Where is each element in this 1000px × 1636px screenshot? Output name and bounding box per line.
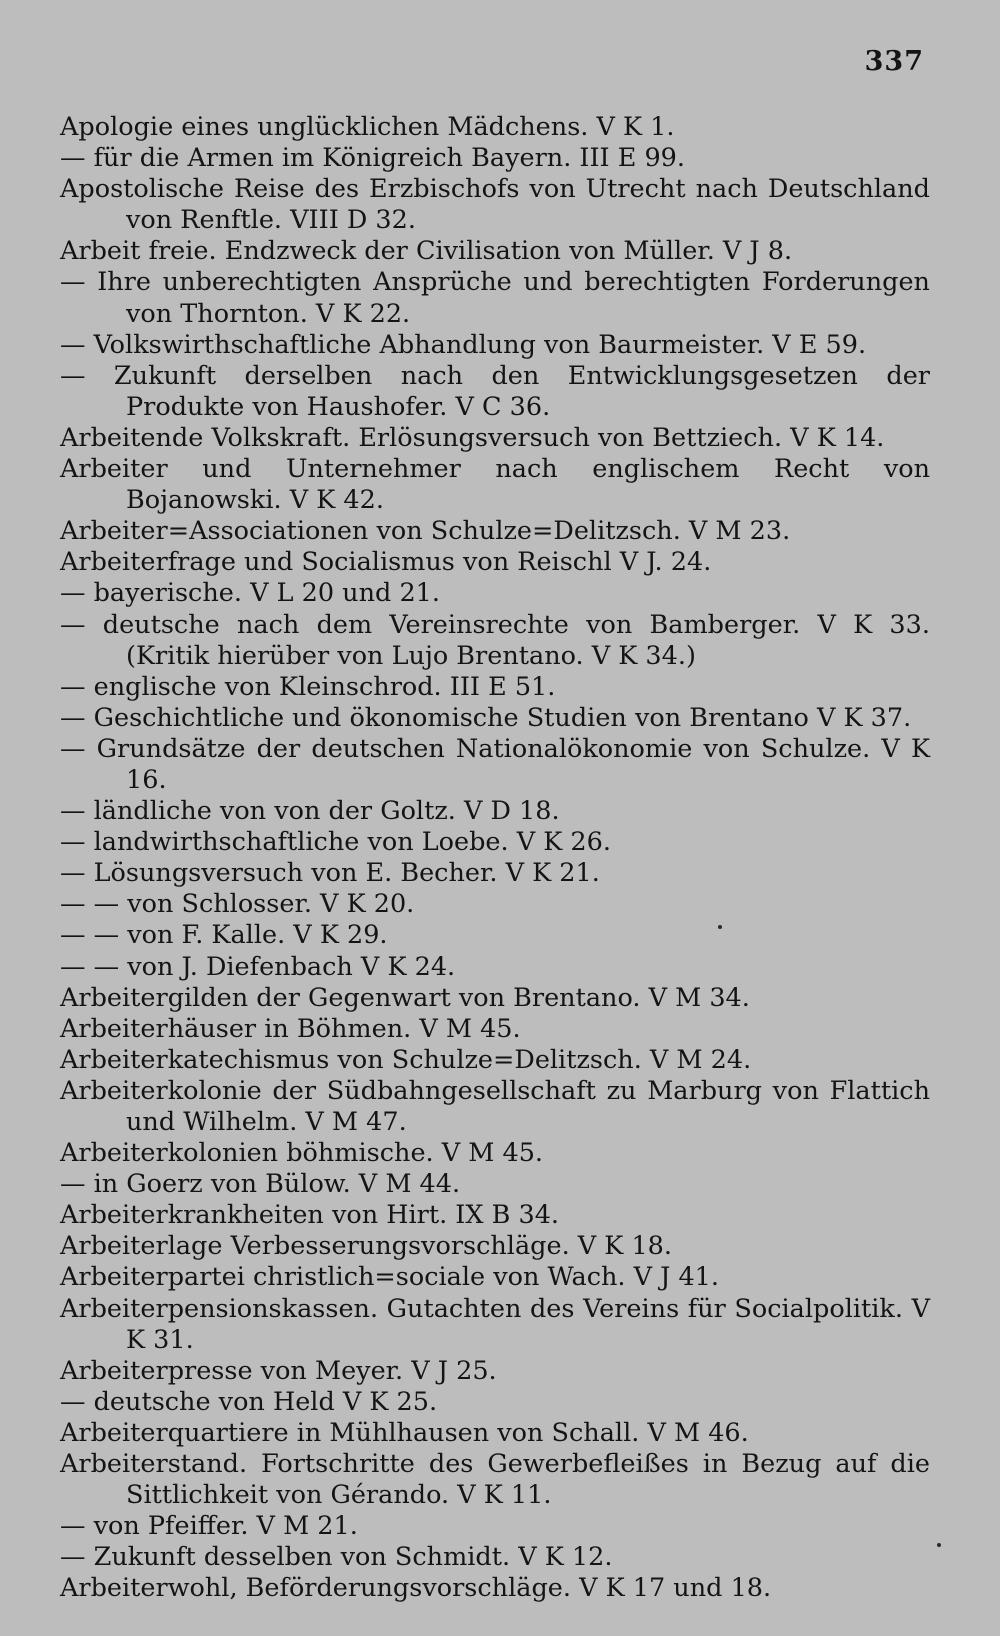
print-speck — [937, 1543, 941, 1547]
index-entry: — englische von Kleinschrod. III E 51. — [60, 671, 556, 702]
index-entry-list — [60, 112, 930, 1605]
index-entry: Arbeiter und Unternehmer nach englischem Recht von Bojanowski. V K 42. — [60, 454, 930, 516]
index-entry: Arbeiterkrankheiten von Hirt. IX B 34. — [60, 1200, 560, 1231]
print-speck — [718, 925, 722, 929]
index-entry: — Grundsätze der deutschen Nationalökonomie von Schulze. V K 16. — [60, 733, 930, 795]
index-entry: Arbeitende Volkskraft. Erlösungsversuch von Bettziech. V K 14. — [60, 422, 885, 453]
index-entry: Arbeiterhäuser in Böhmen. V M 45. — [60, 1013, 521, 1044]
index-entry: — Zukunft desselben von Schmidt. V K 12. — [60, 1542, 613, 1573]
index-entry: — Geschichtliche und ökonomische Studien von Brentano V K 37. — [60, 702, 912, 733]
index-entry: Arbeiter=Associationen von Schulze=Delitzsch. V M 23. — [60, 516, 791, 547]
index-entry: — ländliche von von der Goltz. V D 18. — [60, 796, 560, 827]
index-entry: — — von F. Kalle. V K 29. — [60, 920, 388, 951]
index-entry: — Lösungsversuch von E. Becher. V K 21. — [60, 858, 600, 889]
index-entry: Arbeiterkolonien böhmische. V M 45. — [60, 1138, 544, 1169]
index-entry: — Volkswirthschaftliche Abhandlung von Baurmeister. V E 59. — [60, 329, 867, 360]
index-entry: Arbeiterquartiere in Mühlhausen von Schall. V M 46. — [60, 1417, 749, 1448]
index-entry: Apologie eines unglücklichen Mädchens. V K 1. — [60, 112, 675, 142]
index-entry: — deutsche von Held V K 25. — [60, 1386, 438, 1417]
index-entry: Arbeiterkatechismus von Schulze=Delitzsch. V M 24. — [60, 1044, 752, 1075]
index-entry: — landwirthschaftliche von Loebe. V K 26. — [60, 827, 611, 858]
page-number: 337 — [864, 46, 924, 77]
index-entry: — Ihre unberechtigten Ansprüche und berechtigten Forderungen von Thornton. V K 22. — [60, 267, 930, 329]
index-entry: Arbeiterpensionskassen. Gutachten des Vereins für Socialpolitik. V K 31. — [60, 1293, 930, 1355]
index-entry: Arbeiterlage Verbesserungsvorschläge. V K 18. — [60, 1231, 673, 1262]
index-entry: — — von Schlosser. V K 20. — [60, 889, 415, 920]
index-entry: Arbeiterpresse von Meyer. V J 25. — [60, 1355, 497, 1386]
index-entry: — deutsche nach dem Vereinsrechte von Bamberger. V K 33. (Kritik hierüber von Lujo Brentano. V K 34.) — [60, 609, 930, 671]
index-entry: — von Pfeiffer. V M 21. — [60, 1511, 358, 1542]
index-entry: — — von J. Diefenbach V K 24. — [60, 951, 456, 982]
index-entry: — Zukunft derselben nach den Entwicklungsgesetzen der Produkte von Haushofer. V C 36. — [60, 360, 930, 422]
index-entry: Arbeiterstand. Fortschritte des Gewerbefleißes in Bezug auf die Sittlichkeit von Gérando. V K 11. — [60, 1449, 930, 1511]
index-entry: Arbeiterwohl, Beförderungsvorschläge. V K 17 und 18. — [60, 1573, 772, 1604]
index-entry: Arbeiterkolonie der Südbahngesellschaft zu Marburg von Flattich und Wilhelm. V M 47. — [60, 1075, 930, 1137]
index-entry: Arbeitergilden der Gegenwart von Brentano. V M 34. — [60, 982, 750, 1013]
index-entry: Arbeiterfrage und Socialismus von Reischl V J. 24. — [60, 547, 712, 578]
index-entry: Apostolische Reise des Erzbischofs von Utrecht nach Deutschland von Renftle. VIII D 32. — [60, 174, 930, 236]
index-entry: — in Goerz von Bülow. V M 44. — [60, 1169, 461, 1200]
index-entry: — für die Armen im Königreich Bayern. III E 99. — [60, 143, 686, 174]
index-entry: Arbeiterpartei christlich=sociale von Wach. V J 41. — [60, 1262, 720, 1293]
index-entry: Arbeit freie. Endzweck der Civilisation von Müller. V J 8. — [60, 236, 793, 267]
index-entry: — bayerische. V L 20 und 21. — [60, 578, 441, 609]
